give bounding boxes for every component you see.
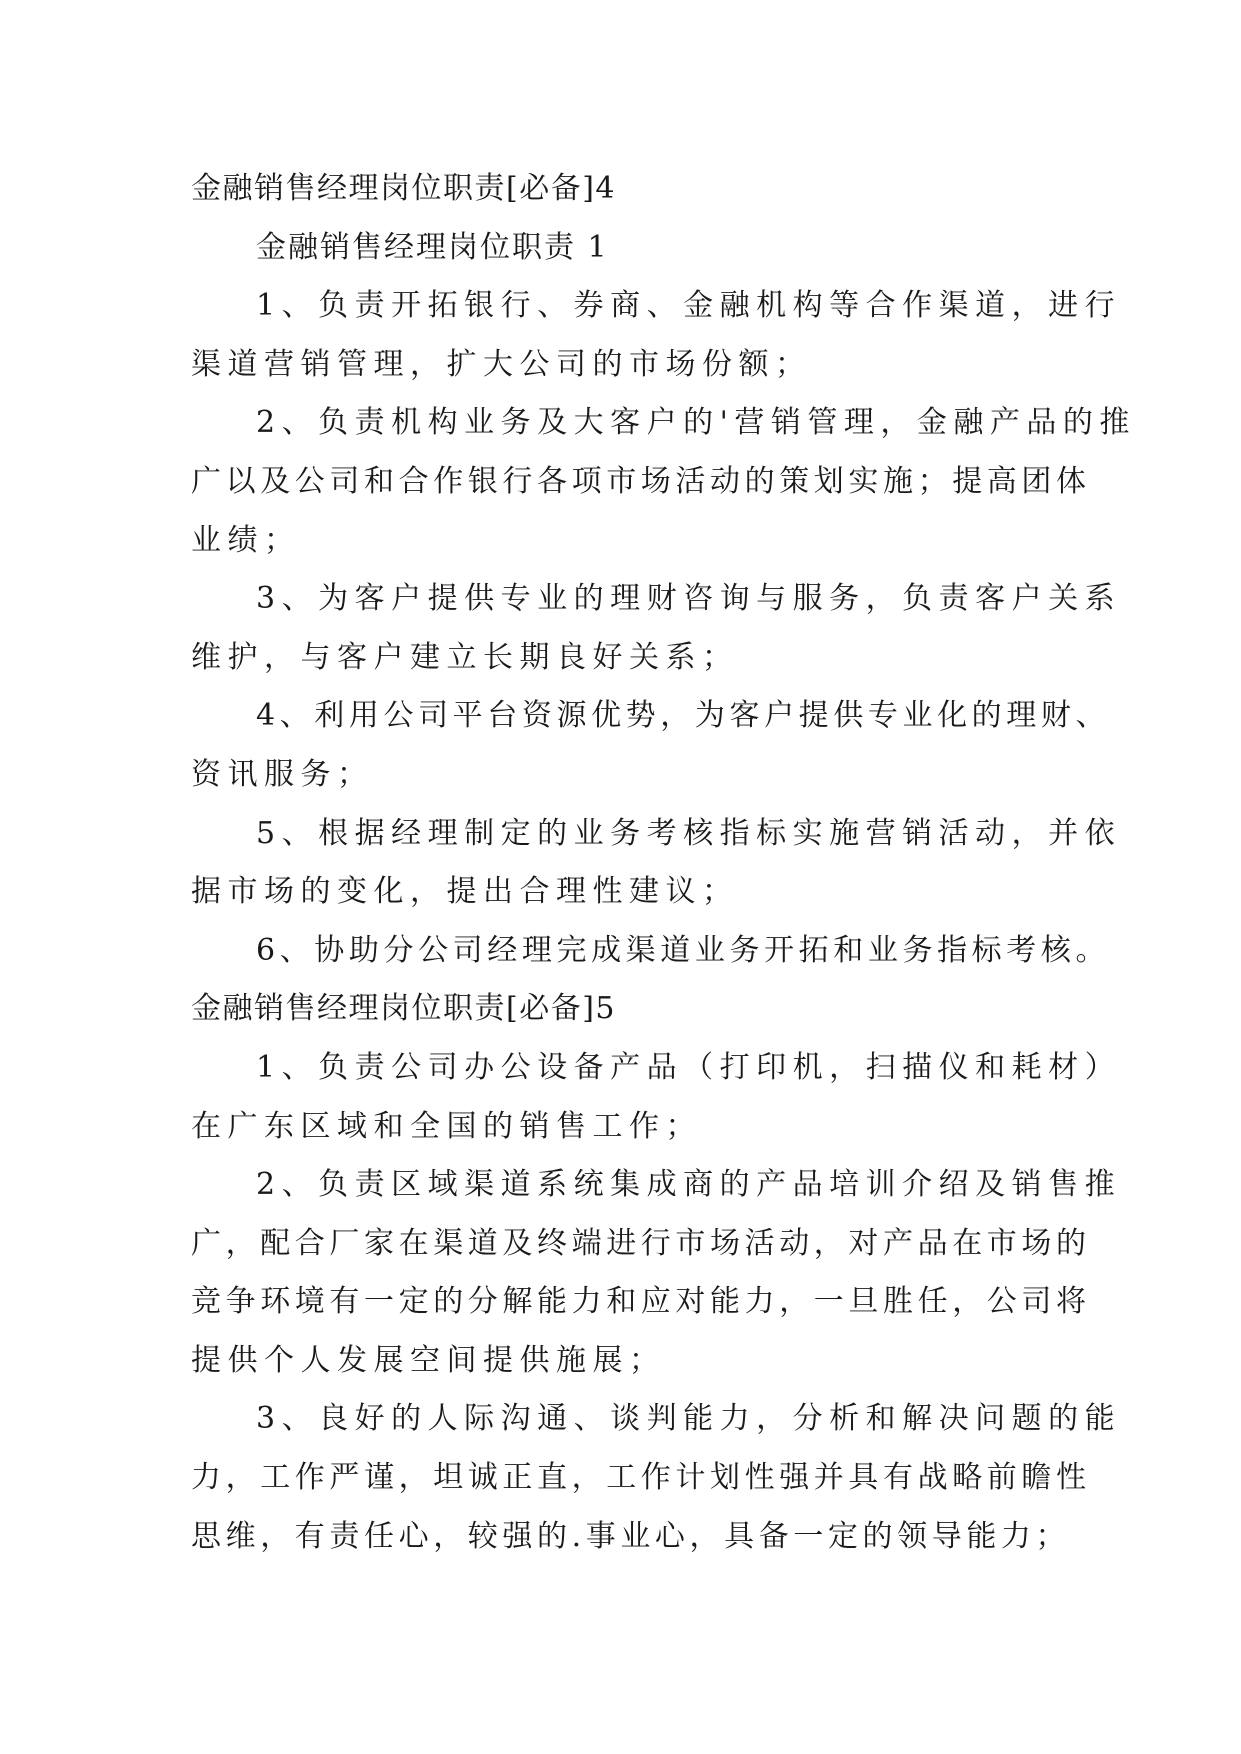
paragraph-line: 广，配合厂家在渠道及终端进行市场活动，对产品在市场的 <box>191 1225 1091 1261</box>
paragraph-line: 2、负责机构业务及大客户的'营销管理，金融产品的推 <box>256 405 1136 441</box>
section-heading: 金融销售经理岗位职责[必备]4 <box>191 171 616 206</box>
paragraph-line: 在广东区域和全国的销售工作； <box>191 1108 702 1144</box>
paragraph-line: 竞争环境有一定的分解能力和应对能力，一旦胜任，公司将 <box>191 1284 1091 1320</box>
paragraph-line: 4、利用公司平台资源优势，为客户提供专业化的理财、 <box>256 698 1111 734</box>
paragraph-line: 业绩； <box>191 522 301 558</box>
paragraph-line: 1、负责公司办公设备产品（打印机，扫描仪和耗材） <box>256 1049 1122 1085</box>
paragraph-line: 资讯服务； <box>191 756 374 792</box>
paragraph-line: 2、负责区域渠道系统集成商的产品培训介绍及销售推 <box>256 1167 1122 1203</box>
paragraph-line: 维护，与客户建立长期良好关系； <box>191 639 739 675</box>
paragraph-line: 3、为客户提供专业的理财咨询与服务，负责客户关系 <box>256 581 1122 617</box>
document-page <box>191 160 1136 1566</box>
section-subheading: 金融销售经理岗位职责 1 <box>256 229 609 265</box>
paragraph-line: 据市场的变化，提出合理性建议； <box>191 874 739 910</box>
paragraph-line: 5、根据经理制定的业务考核指标实施营销活动，并依 <box>256 815 1122 851</box>
paragraph-line: 力，工作严谨，坦诚正直，工作计划性强并具有战略前瞻性 <box>191 1460 1091 1496</box>
paragraph-line: 渠道营销管理，扩大公司的市场份额； <box>191 346 812 382</box>
section-heading: 金融销售经理岗位职责[必备]5 <box>191 991 616 1027</box>
paragraph-line: 1、负责开拓银行、券商、金融机构等合作渠道，进行 <box>256 288 1122 324</box>
paragraph-line: 提供个人发展空间提供施展； <box>191 1342 666 1378</box>
paragraph-line: 思维，有责任心，较强的.事业心，具备一定的领导能力； <box>191 1518 1071 1554</box>
paragraph-line: 广以及公司和合作银行各项市场活动的策划实施；提高团体 <box>191 463 1091 499</box>
paragraph-line: 3、良好的人际沟通、谈判能力，分析和解决问题的能 <box>256 1401 1122 1437</box>
paragraph-line: 6、协助分公司经理完成渠道业务开拓和业务指标考核。 <box>256 932 1111 968</box>
